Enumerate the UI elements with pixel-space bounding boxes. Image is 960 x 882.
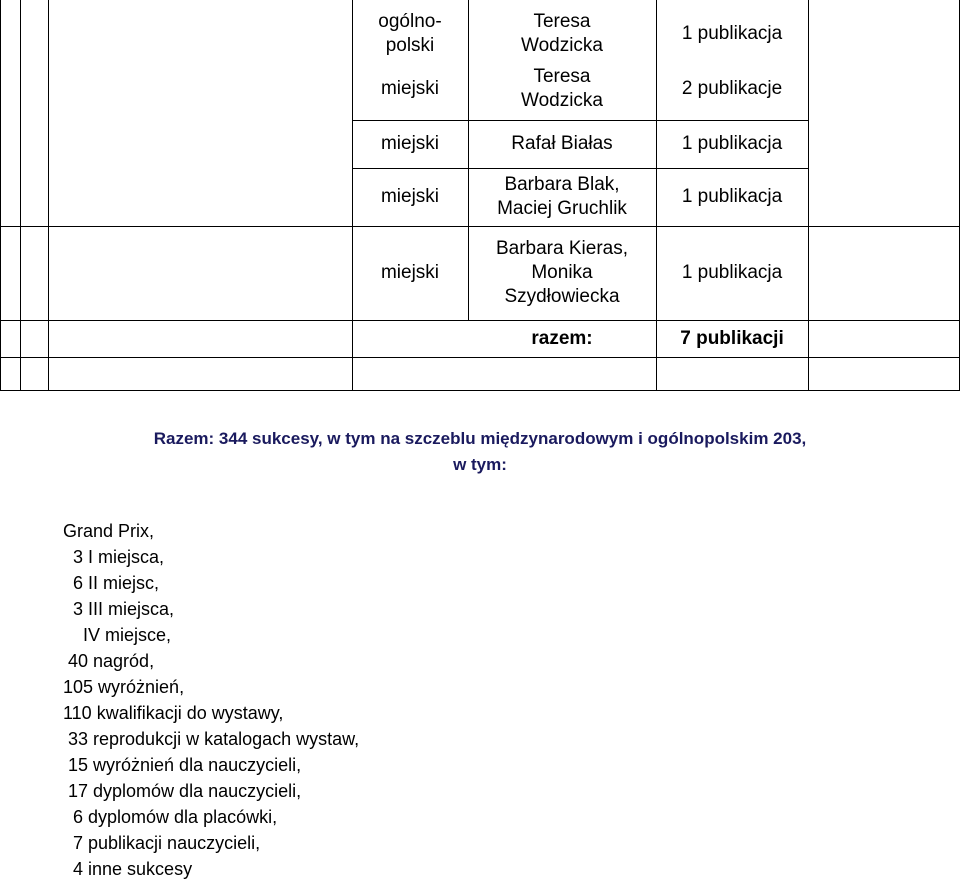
publication-count-cell: 2 publikacje [681,78,783,99]
list-item: 40 nagród, [63,651,155,671]
summary-line: Razem: 344 sukcesy, w tym na szczeblu międzynarodowym i ogólnopolskim 203, [153,429,807,448]
event-type-cell: miejski [380,78,440,99]
publications-table [0,0,960,391]
table-border [20,0,21,391]
table-border [0,0,1,391]
list-item: 105 wyróżnień, [63,677,185,697]
list-item: 33 reprodukcji w katalogach wystaw, [63,729,360,749]
event-type-cell: ogólno- polski [378,11,442,56]
publication-count-cell: 1 publikacja [681,186,783,207]
list-item: 110 kwalifikacji do wystawy, [63,703,284,723]
summary-heading [0,426,960,478]
list-item: Grand Prix, [63,521,155,541]
list-item: 17 dyplomów dla nauczycieli, [63,781,302,801]
event-type-cell: miejski [380,262,440,283]
publication-count-cell: 1 publikacja [681,262,783,283]
total-label: razem: [531,327,593,349]
table-border [48,0,49,391]
list-item: 6 dyplomów dla placówki, [63,807,278,827]
table-bottom-border [0,390,960,391]
list-item: 15 wyróżnień dla nauczycieli, [63,755,302,775]
list-item: 3 III miejsca, [63,599,175,619]
total-value: 7 publikacji [680,327,784,349]
list-item: 4 inne sukcesy [63,859,193,879]
event-type-cell: miejski [380,186,440,207]
author-cell: Barbara Blak, Maciej Gruchlik [497,174,627,219]
list-item: 7 publikacji nauczycieli, [63,833,261,853]
author-cell: Rafał Białas [511,133,613,154]
summary-line: w tym: [453,455,507,474]
list-item: IV miejsce, [63,625,172,645]
row-divider [0,357,960,358]
publication-count-cell: 1 publikacja [681,23,783,44]
author-cell: Barbara Kieras, Monika Szydłowiecka [495,238,628,307]
event-type-cell: miejski [380,133,440,154]
table-border [808,0,809,391]
list-item: 3 I miejsca, [63,547,165,567]
publication-count-cell: 1 publikacja [681,133,783,154]
author-cell: Teresa Wodzicka [520,66,603,111]
author-cell: Teresa Wodzicka [520,11,603,56]
success-breakdown-list [63,518,359,882]
list-item: 6 II miejsc, [63,573,160,593]
